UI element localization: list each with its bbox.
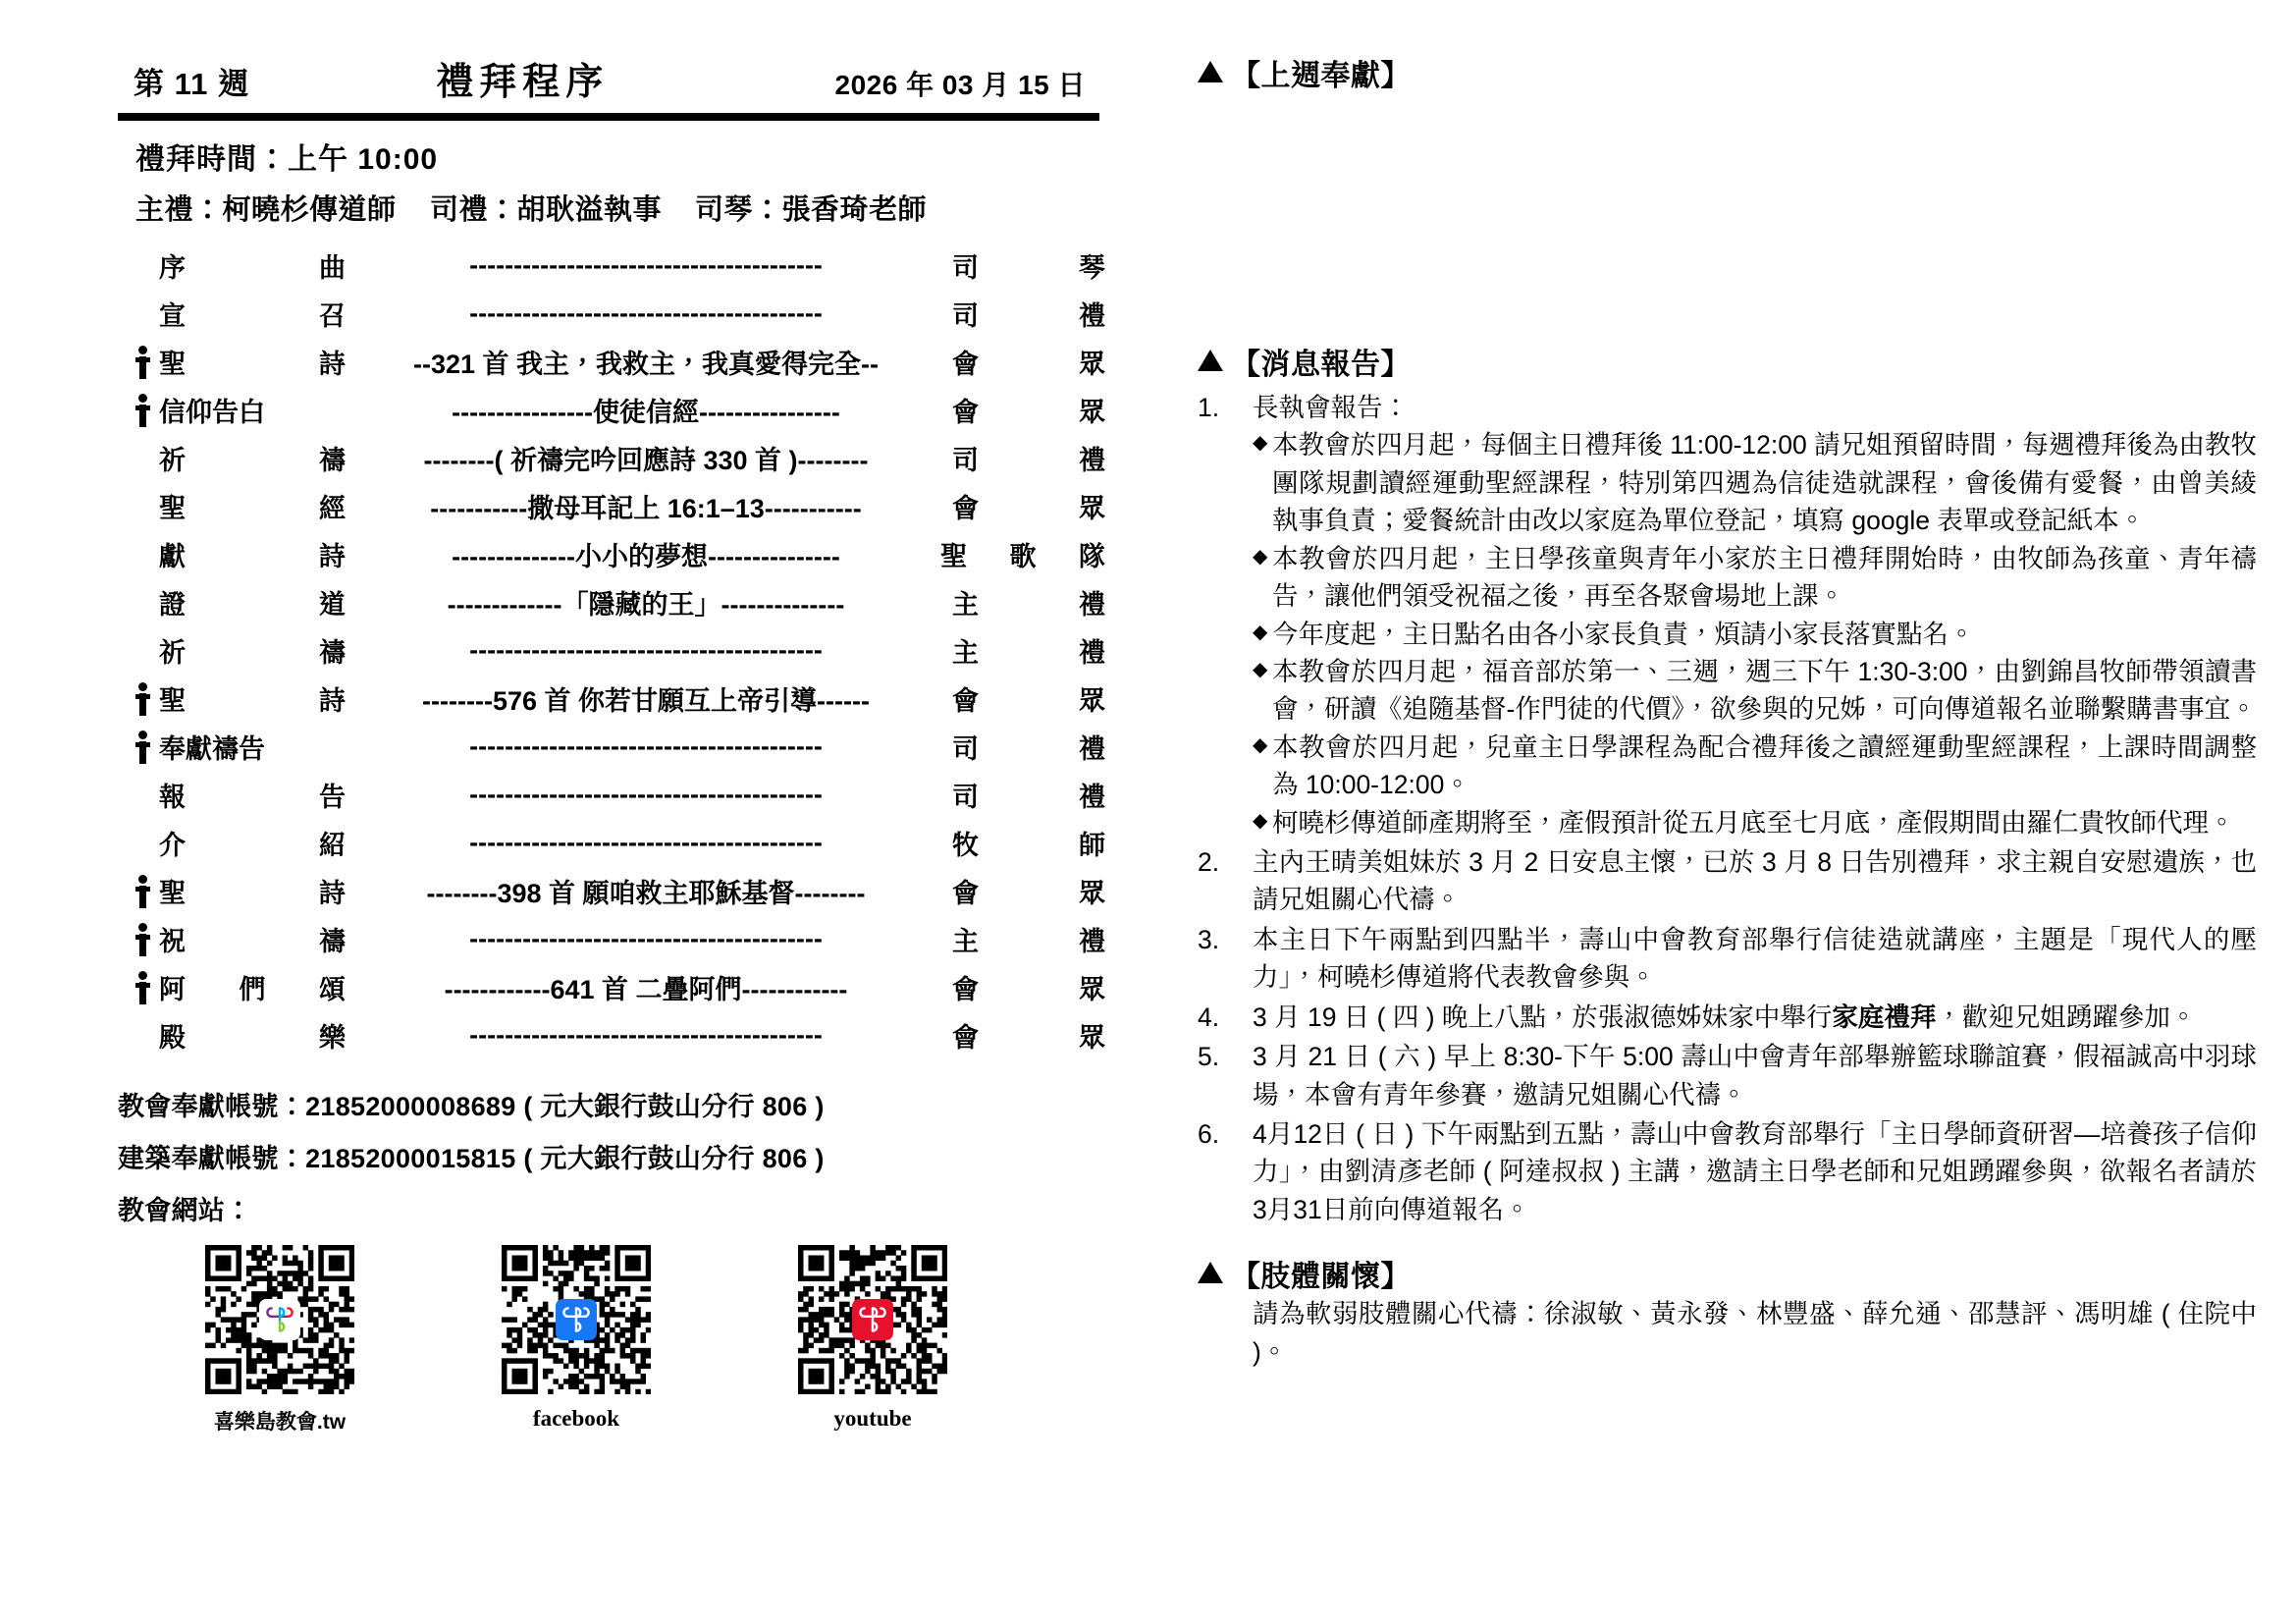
standing-indicator	[126, 963, 159, 1011]
standing-indicator-empty	[126, 819, 159, 867]
order-item-detail: ----------------------------------------	[469, 635, 823, 665]
order-item-role: 會 眾	[952, 686, 1105, 716]
order-item-detail: ----------------------------------------	[469, 828, 823, 857]
diamond-bullet-icon: ◆	[1253, 733, 1268, 756]
news-sub-bullet-text: 柯曉杉傳道師產期將至，產假預計從五月底至七月底，產假期間由羅仁貴牧師代理。	[1272, 807, 2235, 838]
order-of-service-table	[126, 242, 1107, 1059]
order-item-detail: --------576 首 你若甘願互上帝引導------	[422, 686, 870, 716]
news-list	[1198, 389, 2257, 1228]
order-row	[126, 1011, 1107, 1059]
order-item-name: 祈 禱	[159, 446, 346, 475]
news-sub-bullet	[1253, 729, 2257, 804]
standing-person-icon	[134, 394, 151, 427]
order-item-name: 序 曲	[159, 253, 346, 283]
care-heading	[1198, 1252, 2257, 1295]
standing-person-icon	[134, 971, 151, 1004]
order-row	[126, 626, 1107, 675]
order-item-name: 宣 召	[159, 301, 346, 331]
news-label: 【消息報告】	[1231, 349, 1411, 381]
order-item-role: 會 眾	[952, 398, 1105, 427]
news-sub-bullet-text: 本教會於四月起，主日學孩童與青年小家於主日禮拜開始時，由牧師為孩童、青年禱告，讓他們領受祝福之後，再至各聚會場地上課。	[1272, 543, 2257, 612]
standing-indicator-empty	[126, 434, 159, 482]
standing-indicator-empty	[126, 482, 159, 530]
cross-logo-icon	[852, 1299, 893, 1340]
news-item-number: 1.	[1198, 393, 1220, 422]
order-item-name: 信 仰 告 白	[159, 398, 265, 427]
order-item-detail: ------------641 首 二疊阿們------------	[444, 975, 848, 1004]
news-text-post: ，歡迎兄姐踴躍參加。	[1936, 1001, 2197, 1032]
order-row	[126, 530, 1107, 578]
qr-caption: facebook	[532, 1406, 620, 1431]
diamond-bullet-icon: ◆	[1253, 621, 1268, 643]
news-item-body	[1253, 389, 2257, 841]
news-sub-bullet	[1253, 540, 2257, 616]
last-week-offering-label: 【上週奉獻】	[1231, 60, 1411, 92]
news-item-lead: 長執會報告：	[1253, 393, 1409, 422]
news-item-body	[1253, 999, 2257, 1036]
news-item-number: 3.	[1198, 924, 1220, 954]
standing-person-icon	[134, 875, 151, 908]
triangle-bullet-icon	[1198, 1262, 1223, 1283]
news-sub-bullet-text: 今年度起，主日點名由各小家長負責，煩請小家長落實點名。	[1272, 619, 1975, 649]
order-row	[126, 963, 1107, 1011]
order-item-name: 證 道	[159, 590, 346, 620]
standing-indicator	[126, 338, 159, 386]
service-leaders	[135, 188, 1099, 228]
order-item-role: 會 眾	[952, 350, 1105, 379]
standing-indicator	[126, 723, 159, 771]
standing-person-icon	[134, 731, 151, 764]
order-item-detail: ----------------------------------------	[469, 780, 823, 809]
offering-accounts	[118, 1085, 1099, 1227]
order-row	[126, 338, 1107, 386]
spacer	[1198, 1230, 2257, 1252]
news-item-body	[1253, 1038, 2257, 1113]
care-text: 請為軟弱肢體關心代禱：徐淑敏、黃永發、林豐盛、薛允通、邵慧評、馮明雄 ( 住院中 )。	[1253, 1299, 2257, 1367]
standing-indicator	[126, 386, 159, 434]
news-item	[1198, 1038, 2257, 1113]
news-sub-bullet	[1253, 653, 2257, 729]
news-item-text: 4月12日 ( 日 ) 下午兩點到五點，壽山中會教育部舉行「主日學師資研習—培養孩子信仰力」，由劉清彥老師 ( 阿達叔叔 ) 主講，邀請主日學老師和兄姐踴躍參與，欲報名者請於3月31日前向傳道報名。	[1253, 1119, 2257, 1224]
order-item-role: 會 眾	[952, 975, 1105, 1004]
qr-caption: 喜樂島教會.tw	[213, 1411, 347, 1434]
news-item-text: 3 月 21 日 ( 六 ) 早上 8:30-下午 5:00 壽山中會青年部舉辦籃球聯誼賽，假福誠高中羽球場，本會有青年參賽，邀請兄姐關心代禱。	[1253, 1042, 2257, 1110]
building-offering-account: 建築奉獻帳號：21852000015815 ( 元大銀行鼓山分行 806 )	[118, 1144, 825, 1173]
order-item-role: 會 眾	[952, 494, 1105, 523]
qr-code-wrapper[interactable]	[502, 1245, 651, 1394]
order-item-role: 司 禮	[952, 301, 1105, 331]
order-item-detail: ----------------使徒信經----------------	[452, 398, 840, 427]
church-offering-account: 教會奉獻帳號：21852000008689 ( 元大銀行鼓山分行 806 )	[118, 1092, 825, 1121]
qr-code-block[interactable]	[187, 1245, 373, 1435]
order-item-role: 聖 歌 隊	[940, 542, 1105, 571]
order-row	[126, 386, 1107, 434]
header-divider	[118, 113, 1099, 121]
standing-indicator-empty	[126, 771, 159, 819]
order-item-detail: -----------撒母耳記上 16:1–13-----------	[430, 494, 862, 523]
last-week-offering-body	[1198, 94, 2257, 340]
order-row	[126, 915, 1107, 963]
order-item-role: 會 眾	[952, 1023, 1105, 1053]
last-week-offering-heading	[1198, 51, 2257, 94]
qr-code-row	[118, 1245, 1099, 1435]
standing-indicator-empty	[126, 626, 159, 675]
standing-indicator-empty	[126, 530, 159, 578]
order-row	[126, 819, 1107, 867]
news-item-body	[1253, 1115, 2257, 1228]
news-item	[1198, 389, 2257, 841]
order-item-name: 祝 禱	[159, 927, 346, 956]
order-item-detail: --------------小小的夢想---------------	[452, 542, 840, 571]
order-row	[126, 867, 1107, 915]
order-row	[126, 578, 1107, 626]
standing-person-icon	[134, 346, 151, 379]
order-item-detail: -------------「隱藏的王」--------------	[447, 590, 845, 620]
leader-pianist: 司琴：張香琦老師	[695, 194, 928, 226]
news-item-body	[1253, 843, 2257, 919]
order-item-detail: --------( 祈禱完吟回應詩 330 首 )--------	[423, 446, 869, 475]
order-item-role: 司 琴	[952, 253, 1105, 283]
news-item-text: 主內王晴美姐妹於 3 月 2 日安息主懷，已於 3 月 8 日告別禮拜，求主親自安慰遺族，也請兄姐關心代禱。	[1253, 847, 2257, 915]
news-sub-bullet-text: 本教會於四月起，兒童主日學課程為配合禮拜後之讀經運動聖經課程，上課時間調整為 10:00-12:00。	[1272, 731, 2257, 800]
order-item-detail: ----------------------------------------	[469, 250, 823, 280]
order-row	[126, 242, 1107, 290]
order-item-role: 司 禮	[952, 734, 1105, 764]
order-row	[126, 290, 1107, 338]
news-item	[1198, 921, 2257, 997]
order-item-name: 阿 們 頌	[159, 975, 346, 1004]
cross-logo-icon	[556, 1299, 597, 1340]
leader-presider: 主禮：柯曉杉傳道師	[135, 194, 397, 226]
order-row	[126, 482, 1107, 530]
news-item-number: 6.	[1198, 1119, 1220, 1150]
news-sub-bullet-text: 本教會於四月起，福音部於第一、三週，週三下午 1:30-3:00，由劉錦昌牧師帶領讀書會，研讀《追隨基督-作門徒的代價》，欲參與的兄姊，可向傳道報名並聯繫購書事宜。	[1272, 656, 2257, 725]
order-item-role: 主 禮	[952, 638, 1105, 668]
order-row	[126, 771, 1107, 819]
order-item-name: 報 告	[159, 783, 346, 812]
diamond-bullet-icon: ◆	[1253, 809, 1268, 832]
order-row	[126, 675, 1107, 723]
order-item-detail: --321 首 我主，我救主，我真愛得完全--	[412, 350, 879, 379]
news-sub-bullet	[1253, 426, 2257, 539]
news-item-number: 4.	[1198, 1001, 1220, 1032]
qr-code-block[interactable]	[483, 1245, 669, 1435]
order-item-role: 牧 師	[952, 831, 1105, 860]
qr-code-wrapper[interactable]	[798, 1245, 947, 1394]
order-item-detail: --------398 首 願咱救主耶穌基督--------	[426, 879, 866, 908]
week-number: 第 11 週	[133, 67, 249, 101]
news-item-number: 5.	[1198, 1042, 1220, 1072]
news-item	[1198, 999, 2257, 1036]
order-item-role: 會 眾	[952, 879, 1105, 908]
news-text-emphasis: 家庭禮拜	[1832, 1001, 1937, 1032]
diamond-bullet-icon: ◆	[1253, 432, 1268, 455]
news-sub-bullet-text: 本教會於四月起，每個主日禮拜後 11:00-12:00 請兄姐預留時間，每週禮拜後為由教牧團隊規劃讀經運動聖經課程，特別第四週為信徒造就課程，會後備有愛餐，由曾美綾執事負責；愛餐統計由改以家庭為單位登記，填寫 google 表單或登記紙本。	[1272, 430, 2257, 536]
diamond-bullet-icon: ◆	[1253, 545, 1268, 568]
order-row	[126, 434, 1107, 482]
order-item-name: 聖 詩	[159, 879, 346, 908]
order-row	[126, 723, 1107, 771]
order-item-name: 祈 禱	[159, 638, 346, 668]
care-label: 【肢體關懷】	[1231, 1261, 1411, 1294]
website-label: 教會網站：	[118, 1196, 252, 1225]
news-sub-bullet	[1253, 804, 2257, 841]
news-item-body	[1253, 921, 2257, 997]
standing-indicator-empty	[126, 578, 159, 626]
page-title: 禮拜程序	[436, 62, 610, 103]
standing-person-icon	[134, 923, 151, 956]
order-item-detail: ----------------------------------------	[469, 298, 823, 328]
standing-indicator-empty	[126, 1011, 159, 1059]
order-item-name: 獻 詩	[159, 542, 346, 571]
news-item-number: 2.	[1198, 847, 1220, 878]
order-item-name: 聖 經	[159, 494, 346, 523]
announcements-column	[1158, 0, 2296, 1624]
standing-indicator-empty	[126, 242, 159, 290]
news-item-text: 本主日下午兩點到四點半，壽山中會教育部舉行信徒造就講座，主題是「現代人的壓力」，柯曉杉傳道將代表教會參與。	[1253, 924, 2257, 993]
standing-indicator	[126, 867, 159, 915]
order-item-name: 奉 獻 禱 告	[159, 734, 265, 764]
order-item-name: 殿 樂	[159, 1023, 346, 1053]
diamond-bullet-icon: ◆	[1253, 658, 1268, 680]
news-sub-bullet	[1253, 616, 2257, 653]
triangle-bullet-icon	[1198, 61, 1223, 82]
standing-person-icon	[134, 682, 151, 716]
leader-liturgist: 司禮：胡耿溢執事	[430, 194, 663, 226]
qr-caption: youtube	[833, 1406, 912, 1431]
qr-code-block[interactable]	[779, 1245, 966, 1435]
order-item-detail: ----------------------------------------	[469, 731, 823, 761]
order-item-detail: ----------------------------------------	[469, 924, 823, 953]
qr-code-wrapper[interactable]	[205, 1245, 354, 1394]
news-item	[1198, 1115, 2257, 1228]
order-item-name: 聖 詩	[159, 686, 346, 716]
standing-indicator-empty	[126, 290, 159, 338]
news-text-pre: 3 月 19 日 ( 四 ) 晚上八點，於張淑德姊妹家中舉行	[1253, 1001, 1833, 1032]
triangle-bullet-icon	[1198, 350, 1223, 371]
standing-indicator	[126, 915, 159, 963]
news-item-text	[1253, 999, 2257, 1036]
order-item-name: 介 紹	[159, 831, 346, 860]
standing-indicator	[126, 675, 159, 723]
news-heading	[1198, 340, 2257, 383]
order-item-role: 主 禮	[952, 927, 1105, 956]
service-date: 2026 年 03 月 15 日	[834, 70, 1086, 100]
bulletin-header	[118, 51, 1099, 113]
news-sub-bullet-list	[1253, 426, 2257, 841]
cross-logo-icon	[259, 1299, 300, 1340]
service-time: 禮拜時間：上午 10:00	[135, 143, 439, 176]
order-item-role: 司 禮	[952, 783, 1105, 812]
order-item-role: 主 禮	[952, 590, 1105, 620]
news-item	[1198, 843, 2257, 919]
order-item-role: 司 禮	[952, 446, 1105, 475]
order-item-name: 聖 詩	[159, 350, 346, 379]
order-item-detail: ----------------------------------------	[469, 1020, 823, 1050]
